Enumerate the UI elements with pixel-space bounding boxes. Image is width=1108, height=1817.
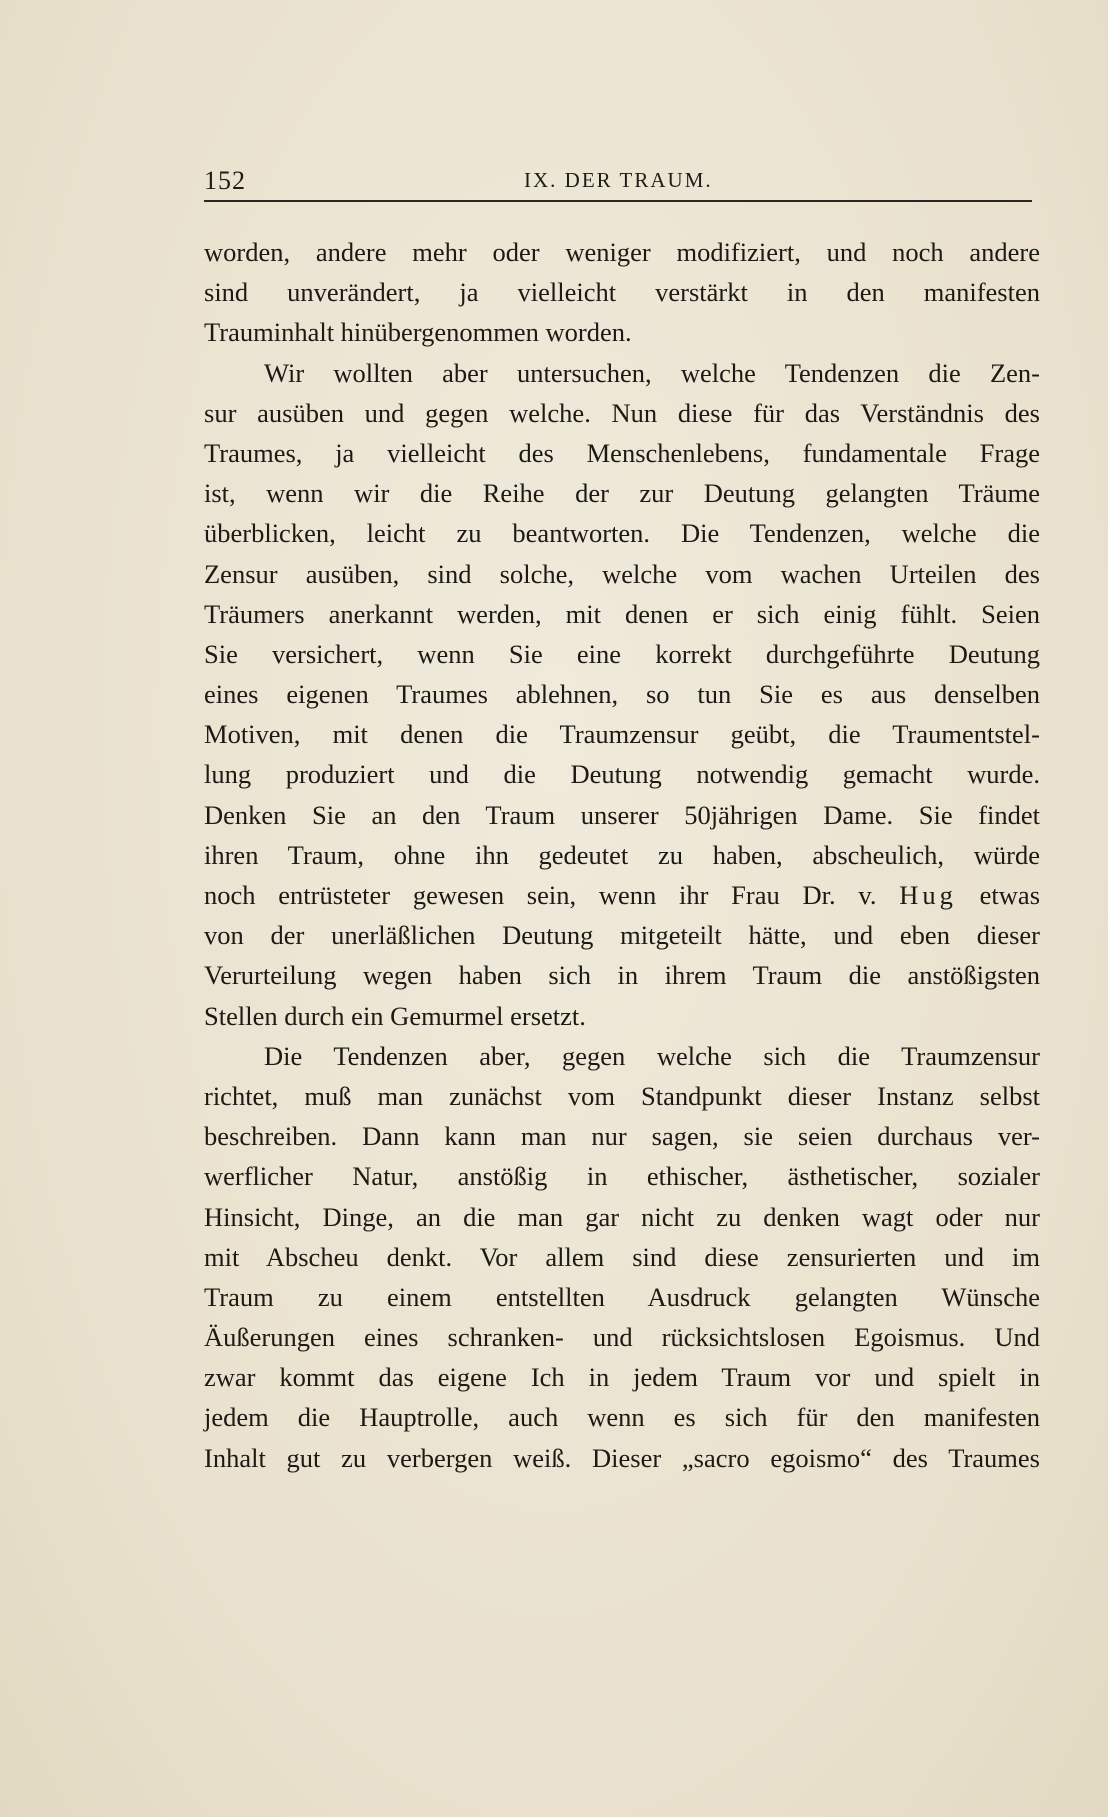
text-line: überblicken, leicht zu beantworten. Die Tendenzen, welche die (204, 518, 1040, 549)
body-text (204, 232, 1040, 1478)
page-number: 152 (204, 166, 246, 195)
text-line: Die Tendenzen aber, gegen welche sich die Traumzensur (264, 1040, 1040, 1071)
line-segment: etwas (956, 880, 1041, 910)
text-line: Trauminhalt hinübergenommen worden. (204, 317, 632, 348)
text-line: ihren Traum, ohne ihn gedeutet zu haben, abscheulich, würde (204, 839, 1040, 870)
text-line: richtet, muß man zunächst vom Standpunkt dieser Instanz selbst (204, 1080, 1040, 1111)
text-line: Denken Sie an den Traum unserer 50jährigen Dame. Sie findet (204, 799, 1040, 830)
text-line: eines eigenen Traumes ablehnen, so tun Sie es aus denselben (204, 679, 1040, 710)
text-line: werflicher Natur, anstößig in ethischer, ästhetischer, sozialer (204, 1161, 1040, 1192)
text-line: sind unverändert, ja vielleicht verstärkt in den manifesten (204, 277, 1040, 308)
text-line: Zensur ausüben, sind solche, welche vom wachen Urteilen des (204, 558, 1040, 589)
text-line: ist, wenn wir die Reihe der zur Deutung gelangten Träume (204, 478, 1040, 509)
header-rule (204, 200, 1032, 202)
text-line: worden, andere mehr oder weniger modifiziert, und noch andere (204, 237, 1040, 267)
text-line: Sie versichert, wenn Sie eine korrekt durchgeführte Deutung (204, 638, 1040, 669)
text-line: mit Abscheu denkt. Vor allem sind diese zensurierten und im (204, 1241, 1040, 1272)
text-line: Hinsicht, Dinge, an die man gar nicht zu denken wagt oder nur (204, 1201, 1040, 1232)
text-line (204, 875, 1040, 915)
text-line: sur ausüben und gegen welche. Nun diese für das Verständnis des (204, 397, 1040, 428)
text-line: von der unerläßlichen Deutung mitgeteilt hätte, und eben dieser (204, 920, 1040, 951)
text-line: Motiven, mit denen die Traumzensur geübt, die Traumentstel- (204, 719, 1040, 750)
text-line: beschreiben. Dann kann man nur sagen, sie seien durchaus ver- (204, 1121, 1040, 1152)
line-segment: noch entrüsteter gewesen sein, wenn ihr Frau Dr. v. (204, 880, 900, 910)
text-line: jedem die Hauptrolle, auch wenn es sich für den manifesten (204, 1402, 1040, 1433)
text-line: Traum zu einem entstellten Ausdruck gelangten Wünsche (204, 1281, 1040, 1312)
running-head: IX. DER TRAUM. (524, 168, 713, 192)
text-line: Träumers anerkannt werden, mit denen er sich einig fühlt. Seien (204, 598, 1040, 629)
text-line: Äußerungen eines schranken- und rücksichtslosen Egoismus. Und (204, 1322, 1040, 1353)
spaced-name: Hug (899, 880, 957, 910)
text-line: Verurteilung wegen haben sich in ihrem Traum die anstößigsten (204, 960, 1040, 991)
text-line: Stellen durch ein Gemurmel ersetzt. (204, 1000, 586, 1031)
text-line: Traumes, ja vielleicht des Menschenlebens, fundamentale Frage (204, 437, 1040, 468)
text-line: lung produziert und die Deutung notwendig gemacht wurde. (204, 759, 1040, 790)
text-line: Wir wollten aber untersuchen, welche Tendenzen die Zen- (264, 357, 1040, 388)
text-line: zwar kommt das eigene Ich in jedem Traum vor und spielt in (204, 1362, 1040, 1393)
text-line: Inhalt gut zu verbergen weiß. Dieser „sacro egoismo“ des Traumes (204, 1442, 1040, 1473)
page-header (204, 160, 1032, 204)
